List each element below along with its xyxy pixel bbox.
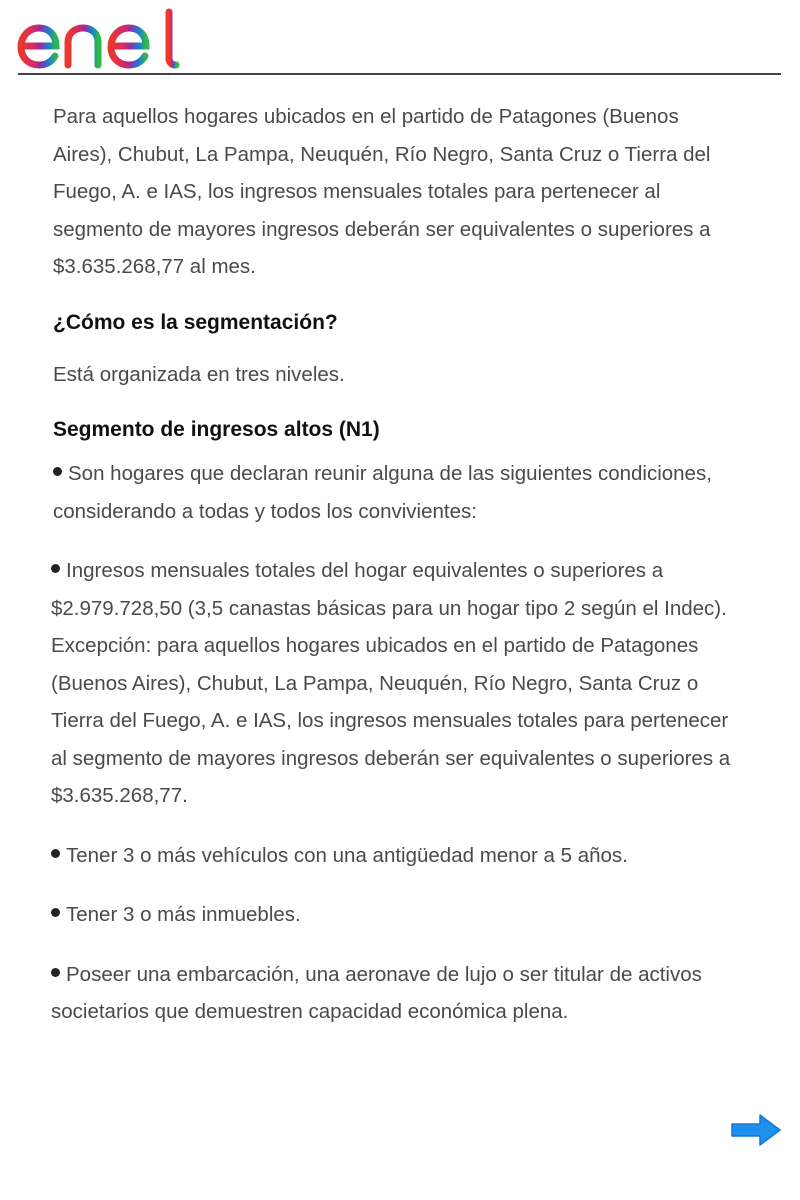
list-item — [51, 837, 733, 875]
bullet-text: Tener 3 o más inmuebles. — [66, 903, 301, 926]
bullet-text: Tener 3 o más vehículos con una antigüedad menor a 5 años. — [66, 843, 628, 867]
header-divider — [18, 73, 781, 75]
page-header — [0, 0, 800, 76]
bullet-text: Ingresos mensuales totales del hogar equivalentes o superiores a $2.979.728,50 (3,5 canastas básicas para un hogar tipo 2 según el Indec). Excepción: para aquellos hogares ubicados en el partido de Patagones (Buenos Aires), Chubut, La Pampa, Neuquén, Río Negro, Santa Cruz o Tierra del Fuego, A. e IAS, los ingresos mensuales totales para pertenecer al segmento de mayores ingresos deberán ser equivalentes o superiores a $3.635.268,77. — [51, 559, 731, 807]
list-item — [51, 552, 733, 815]
bullet-text: Son hogares que declaran reunir alguna de las siguientes condiciones, considerando a todas y todos los convivientes: — [53, 462, 712, 523]
list-item — [51, 956, 733, 1031]
bullet-icon — [51, 908, 60, 917]
heading-segmentation: ¿Cómo es la segmentación? — [53, 310, 338, 334]
intro-paragraph: Para aquellos hogares ubicados en el partido de Patagones (Buenos Aires), Chubut, La Pampa, Neuquén, Río Negro, Santa Cruz o Tierra del Fuego, A. e IAS, los ingresos mensuales totales para pertenecer al segmento de mayores ingresos deberán ser equivalentes o superiores a $3.635.268,77 al mes. — [53, 105, 711, 278]
bullet-icon — [51, 564, 60, 573]
bullet-icon — [51, 968, 60, 977]
levels-paragraph: Está organizada en tres niveles. — [53, 362, 345, 386]
bullet-icon — [51, 849, 60, 858]
arrow-right-icon[interactable] — [730, 1112, 782, 1148]
list-item — [51, 896, 733, 934]
bullet-text: Poseer una embarcación, una aeronave de lujo o ser titular de activos societarios que demuestren capacidad económica plena. — [51, 962, 702, 1023]
article-content — [53, 98, 733, 1053]
bullet-icon — [53, 467, 62, 476]
enel-logo[interactable] — [16, 8, 181, 70]
list-item — [53, 455, 733, 530]
heading-n1: Segmento de ingresos altos (N1) — [53, 418, 380, 441]
